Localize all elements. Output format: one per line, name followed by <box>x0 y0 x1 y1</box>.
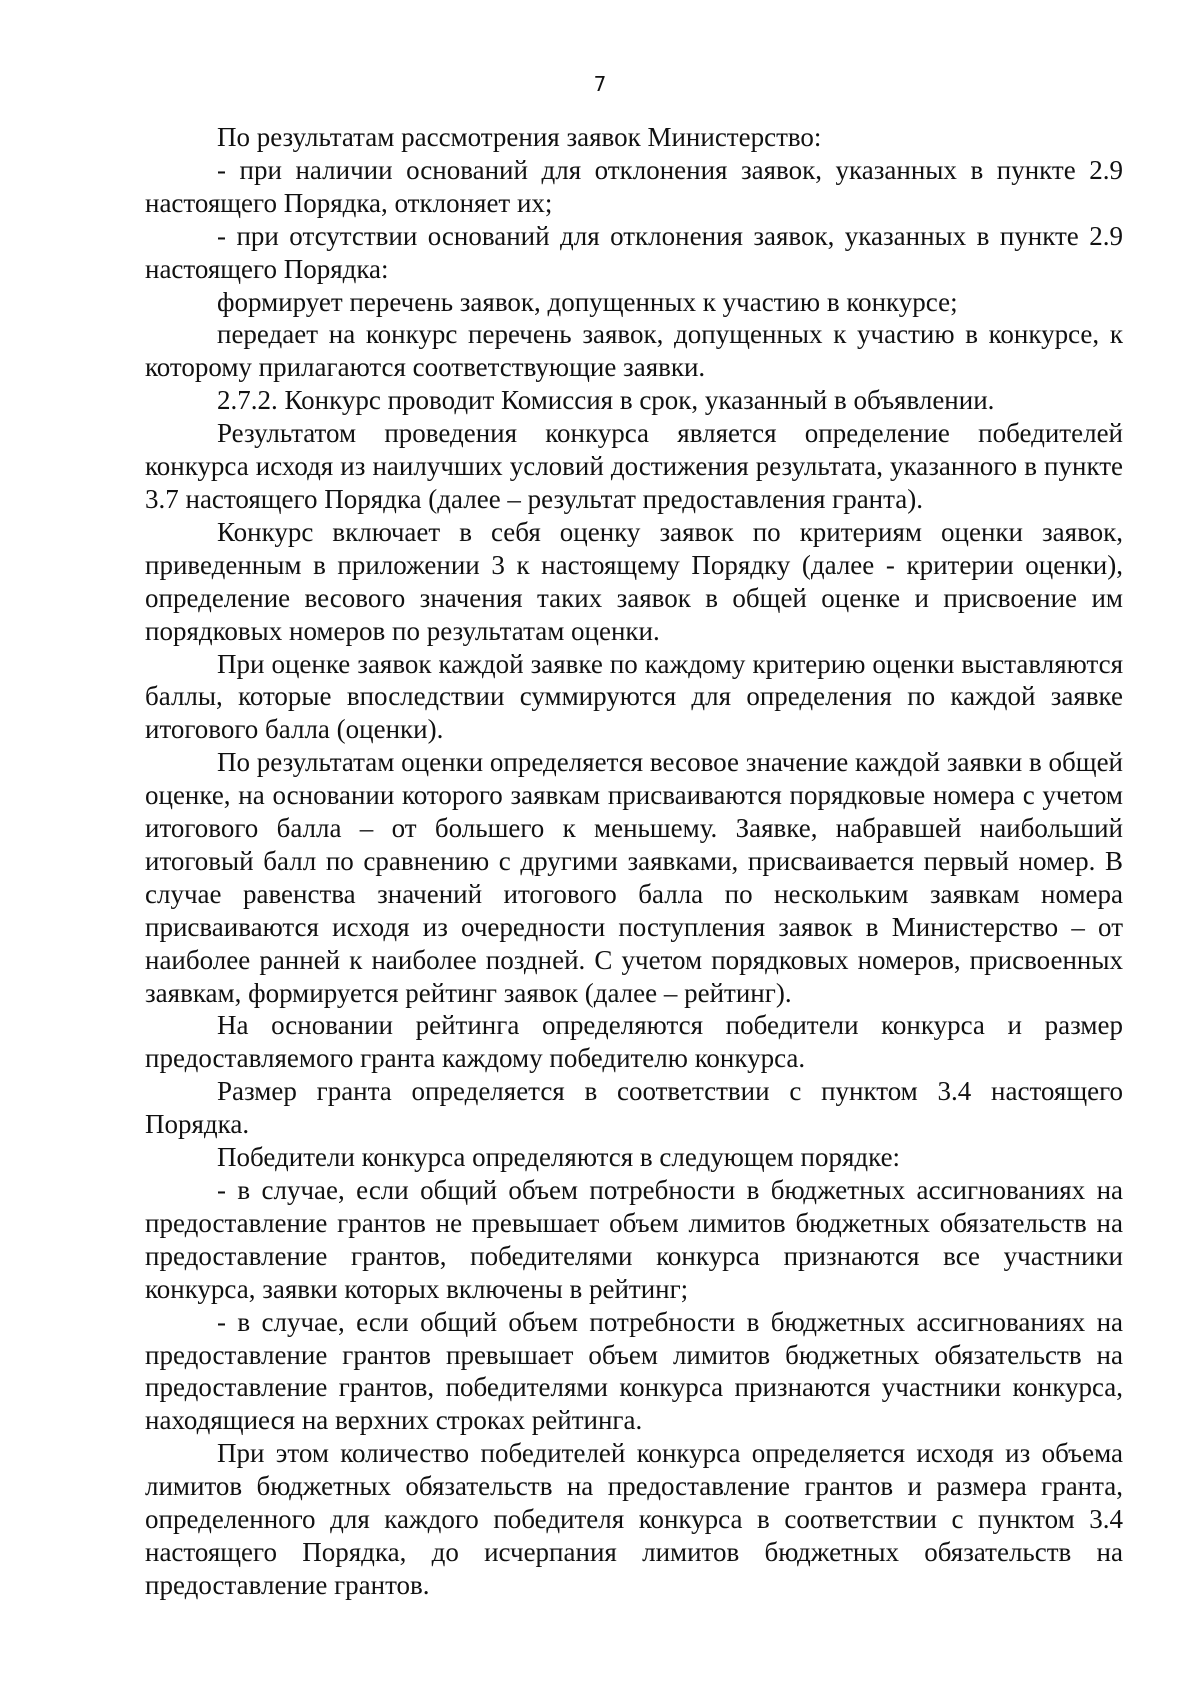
paragraph-case-not-exceeds: - в случае, если общий объем потребности в бюджетных ассигнованиях на предоставление грантов не превышает объем лимитов бюджетных обязательств на предоставление грантов, победителями конкурса признаются все участники конкурса, заявки которых включены в рейтинг; <box>145 1175 1123 1304</box>
paragraph-forms-list: формирует перечень заявок, допущенных к участию в конкурсе; <box>217 286 958 317</box>
page-number: 7 <box>593 72 607 96</box>
paragraph-review-results: По результатам рассмотрения заявок Министерство: <box>217 122 822 152</box>
paragraph-contest-result: Результатом проведения конкурса является определение победителей конкурса исходя из наилучших условий достижения результата, указанного в пункте 3.7 настоящего Порядка (далее – результат предоставления гранта). <box>145 418 1123 514</box>
document-body <box>145 121 1123 1602</box>
paragraph-winners-by-rating: На основании рейтинга определяются победители конкурса и размер предоставляемого гранта каждому победителю конкурса. <box>145 1010 1123 1074</box>
paragraph-transfers-list: передает на конкурс перечень заявок, допущенных к участию в конкурсе, к которому прилагаются соответствующие заявки. <box>145 319 1123 383</box>
paragraph-no-grounds: - при отсутствии оснований для отклонения заявок, указанных в пункте 2.9 настоящего Порядка: <box>145 220 1123 284</box>
paragraph-grant-size: Размер гранта определяется в соответствии с пунктом 3.4 настоящего Порядка. <box>145 1076 1123 1140</box>
paragraph-winners-order: Победители конкурса определяются в следующем порядке: <box>217 1142 901 1173</box>
paragraph-2-7-2: 2.7.2. Конкурс проводит Комиссия в срок, указанный в объявлении. <box>217 385 995 416</box>
paragraph-ranking: По результатам оценки определяется весовое значение каждой заявки в общей оценке, на основании которого заявкам присваиваются порядковые номера с учетом итогового балла – от большего к меньшему. Заявке, набравшей наибольший итоговый балл по сравнению с другими заявками, присваивается первый номер. В случае равенства значений итогового балла по нескольким заявкам номера присваиваются исходя из очередности поступления заявок в Министерство – от наиболее ранней к наиболее поздней. С учетом порядковых номеров, присвоенных заявкам, формируется рейтинг заявок (далее – рейтинг). <box>145 747 1123 1008</box>
paragraph-scoring: При оценке заявок каждой заявке по каждому критерию оценки выставляются баллы, которые впоследствии суммируются для определения по каждой заявке итогового балла (оценки). <box>145 648 1123 745</box>
paragraph-grounds-reject: - при наличии оснований для отклонения заявок, указанных в пункте 2.9 настоящего Порядка, отклоняет их; <box>145 154 1123 218</box>
paragraph-contest-includes: Конкурс включает в себя оценку заявок по критериям оценки заявок, приведенным в приложении 3 к настоящему Порядку (далее - критерии оценки), определение весового значения таких заявок в общей оценке и присвоение им порядковых номеров по результатам оценки. <box>145 516 1123 646</box>
paragraph-case-exceeds: - в случае, если общий объем потребности в бюджетных ассигнованиях на предоставление грантов превышает объем лимитов бюджетных обязательств на предоставление грантов, победителями конкурса признаются участники конкурса, находящиеся на верхних строках рейтинга. <box>145 1306 1123 1436</box>
paragraph-winners-count: При этом количество победителей конкурса определяется исходя из объема лимитов бюджетных обязательств на предоставление грантов и размера гранта, определенного для каждого победителя конкурса в соответствии с пунктом 3.4 настоящего Порядка, до исчерпания лимитов бюджетных обязательств на предоставление грантов. <box>145 1438 1123 1600</box>
